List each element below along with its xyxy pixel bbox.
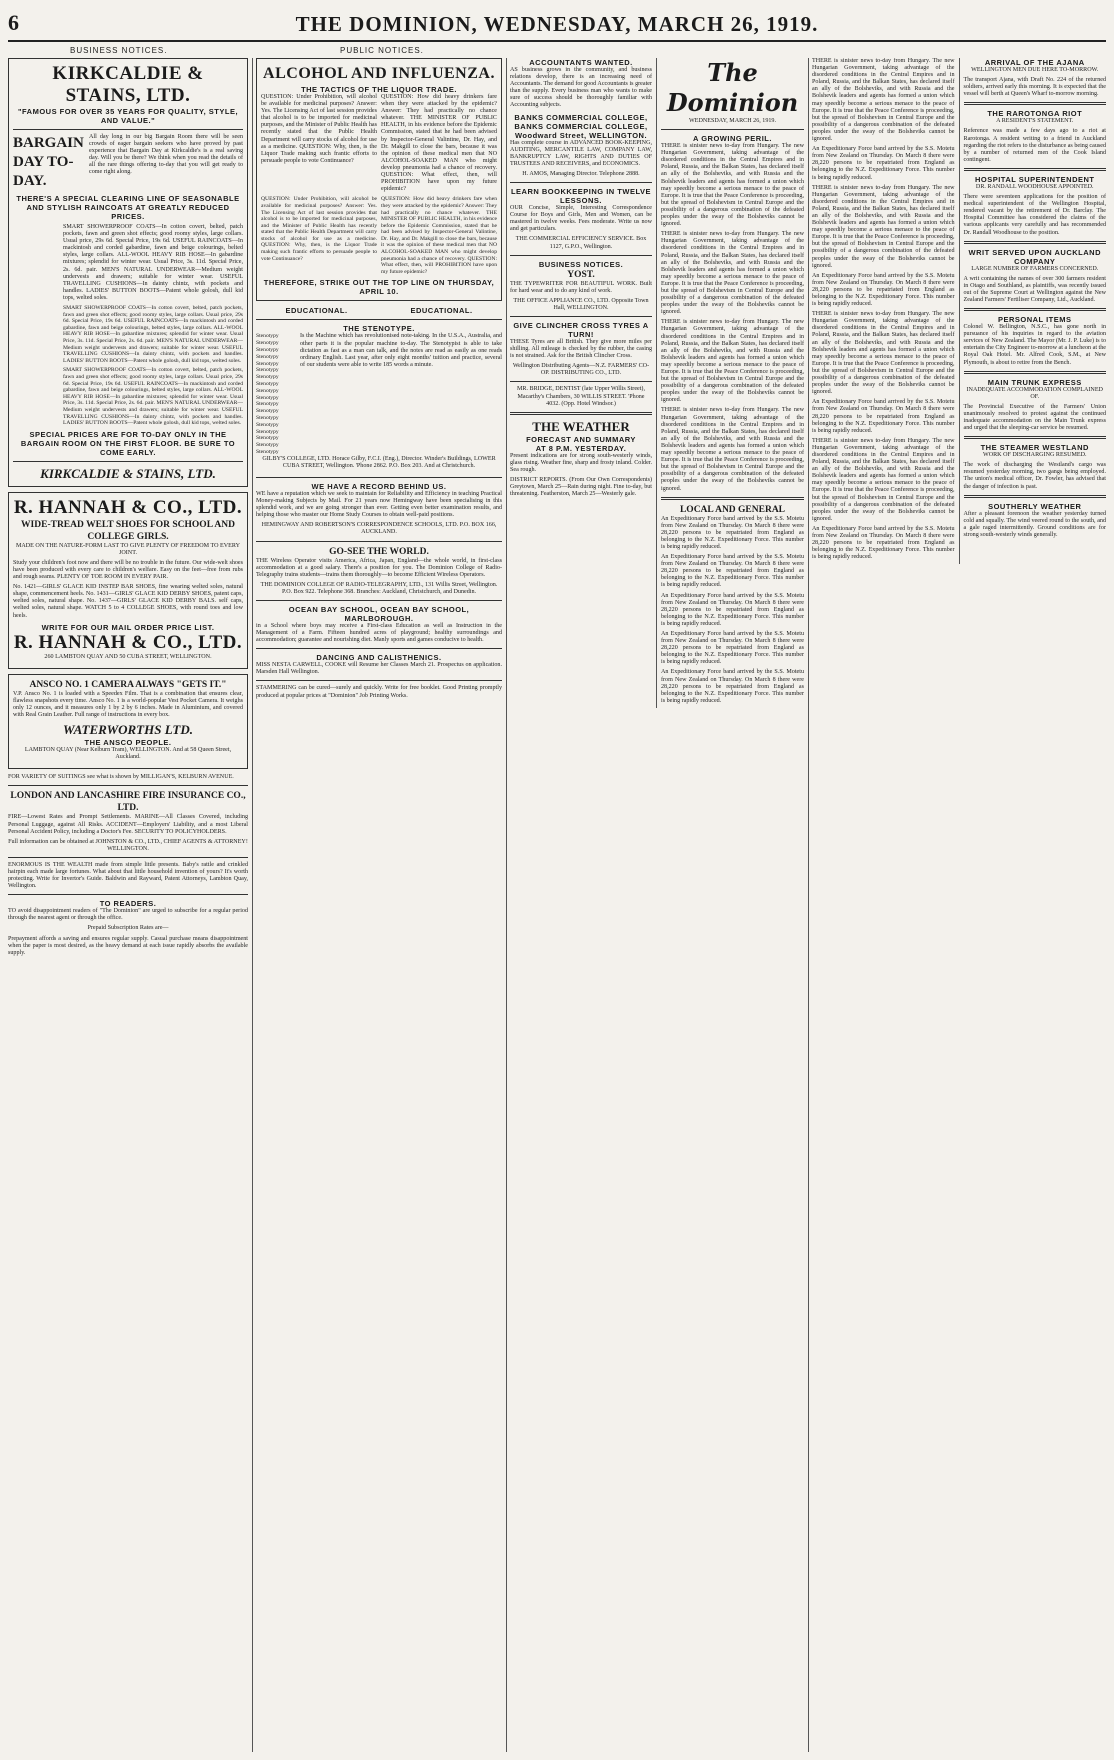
ajana-subheading: WELLINGTON MEN DUE HERE TO-MORROW. xyxy=(971,67,1099,73)
readers-rates: Prepaid Subscription Rates are— xyxy=(87,925,169,932)
waterworths-address: LAMBTON QUAY (Near Kelburn Tram), WELLINGTON. And at 58 Queen Street, Auckland. xyxy=(24,747,232,761)
forecast-heading: FORECAST AND SUMMARY xyxy=(526,434,636,444)
rarotonga-subheading: A RESIDENT'S STATEMENT. xyxy=(996,118,1074,125)
peril-text: THERE is sinister news to-day from Hungary. The new Hungarian Government, taking advantage of the disordered conditions in the Central Empires and in Poland, Russia, and the Balkan States, has declared itself an ally of the Bolsheviks, and with Russia and the Bolshevik leaders and agents has formed a union which may speedily become a serious menace to the peace of Europe. It is true that the Peace Conference is proceeding, but the spread of Bolshevism in Central Europe and the possibility of a dangerous combination of the defeated peoples under the sway of the Bolsheviks cannot be ignored. xyxy=(661,319,804,404)
accountants-text: AS business grows in the community, and business relations develop, there is an increasing need of Accountants. The demand for good Accountants is greater than the supply. Every business man who wants to make sure of success should be thoroughly familiar with Accounting subjects. xyxy=(510,67,652,109)
column-business-notices xyxy=(8,58,248,1752)
alcohol-heading: ALCOHOL AND INFLUENZA. xyxy=(263,65,495,82)
suitings-ad: FOR VARIETY OF SUITINGS see what is shown by MILLIGAN'S, KELBURN AVENUE. xyxy=(8,774,234,781)
therefore-strike-out: THEREFORE, STRIKE OUT THE TOP LINE ON THURSDAY, APRIL 10. xyxy=(263,278,495,297)
hospital-heading: HOSPITAL SUPERINTENDENT xyxy=(974,174,1095,184)
personal-heading: PERSONAL ITEMS xyxy=(997,315,1072,325)
hannah-title: R. HANNAH & CO., LTD. xyxy=(13,496,243,518)
hannah-address: 260 LAMBTON QUAY AND 50 CUBA STREET, WELLINGTON. xyxy=(44,653,212,660)
dominion-date: WEDNESDAY, MARCH 26, 1919. xyxy=(688,118,776,124)
clincher-heading: GIVE CLINCHER CROSS TYRES A TURN! xyxy=(513,320,649,339)
kirkcaldie-tagline: "FAMOUS FOR OVER 35 YEARS FOR QUALITY, STYLE, AND VALUE." xyxy=(17,107,239,125)
masthead xyxy=(8,6,1106,42)
prepayment-note: Prepayment affords a saving and ensures regular supply. Casual purchase means disappointment when the paper is most desired, as the heavy demand at each issue rapidly absorbs the available supply. xyxy=(8,935,248,956)
london-lancashire-text: FIRE—Lowest Rates and Prompt Settlements. MARINE—All Classes Covered, including Personal Luggage, against All Risks. ACCIDENT—Employers' Liability, and a most Liberal Personal Accident Policy, including a Doctor's Fee. SECURITY TO POLICYHOLDERS. xyxy=(8,814,248,835)
rarotonga-heading: THE RAROTONGA RIOT xyxy=(987,109,1083,119)
peril-heading: A GROWING PERIL. xyxy=(693,134,772,144)
london-lancashire-title: LONDON AND LANCASHIRE FIRE INSURANCE CO., LTD. xyxy=(10,791,246,814)
news-continued: THERE is sinister news to-day from Hungary. The new Hungarian Government, taking advantage of the disordered conditions in the Central Empires and in Poland, Russia, and the Balkan States, has declared itself an ally of the Bolsheviks, and with Russia and the Bolshevik leaders and agents has formed a union which may speedily become a serious menace to the peace of Europe. It is true that the Peace Conference is proceeding, but the spread of Bolshevism in Central Europe and the possibility of a dangerous combination of the defeated peoples under the sway of the Bolsheviks cannot be ignored. xyxy=(812,184,955,269)
local-general-text: An Expeditionary Force band arrived by the S.S. Motetu from New Zealand on Thursday. On March 8 there were 28,220 persons to be repatriated from England as belonging to the N.Z. Expeditionary Force. This number is being rapidly reduced. xyxy=(661,631,804,666)
column-news xyxy=(812,58,1106,1752)
news-continued: An Expeditionary Force band arrived by the S.S. Motetu from New Zealand on Thursday. On March 8 there were 28,220 persons to be repatriated from England as belonging to the N.Z. Expeditionary Force. This number is being rapidly reduced. xyxy=(812,399,955,434)
yost-heading: YOST. xyxy=(567,269,595,280)
clincher-text: THESE Tyres are all British. They give more miles per shilling. All mileage is checked by the rubber, the casing is not strained. Ask for the British Clincher Cross. xyxy=(510,338,652,360)
southerly-text: After a pleasant forenoon the weather yesterday turned cold and squally. The wind veered round to the south, and a gale raged intermittently. Ground conditions are for strong south-westerly winds generally. xyxy=(963,510,1106,538)
peril-text: THERE is sinister news to-day from Hungary. The new Hungarian Government, taking advantage of the disordered conditions in the Central Empires and in Poland, Russia, and the Balkan States, has declared itself an ally of the Bolsheviks, and with Russia and the Bolshevik leaders and agents has formed a union which may speedily become a serious menace to the peace of Europe. It is true that the Peace Conference is proceeding, but the spread of Bolshevism in Central Europe and the possibility of a dangerous combination of the defeated peoples under the sway of the Bolsheviks cannot be ignored. xyxy=(661,143,804,228)
stenotype-word-list: Stenotypy Stenotypy Stenotypy Stenotypy Stenotypy Stenotypy Stenotypy Stenotypy Stenotypy Stenotypy Stenotypy Stenotypy Stenotypy Stenotypy Stenotypy Stenotypy Stenotypy Stenotypy xyxy=(256,333,279,455)
bargain-day-heading: BARGAIN DAY TO-DAY. xyxy=(13,135,84,189)
forecast-time: AT 8 P.M. YESTERDAY. xyxy=(535,443,627,453)
waterworths-title: WATERWORTHS LTD. xyxy=(62,722,194,738)
banks-course: Has complete course in ADVANCED BOOK-KEEPING, AUDITING, MERCANTILE LAW, COMPANY LAW, BANKRUPTCY LAW, RIGHTS AND DUTIES OF TRUSTEES AND RECEIVERS, and ECONOMICS. xyxy=(510,139,652,167)
writ-subheading: LARGE NUMBER OF FARMERS CONCERNED. xyxy=(971,265,1099,272)
hannah-list: No. 1421—GIRLS' GLACE KID INSTEP BAR SHOES, fine wearing welted soles, natural shape, commencement heels. No. 1431—GIRLS' GLACE KID DERBY SHOES, patent caps, welted soles, natural shape. No. 1437—GIRLS' GLACE KID DERBY BALS. self caps, welted soles, natural shape. WATCH 5 to 4 COLLEGE SHOES, with round toes and low heels. xyxy=(13,584,243,619)
westland-text: The work of discharging the Westland's cargo was resumed yesterday morning, two gangs being employed. The union's medical officer, Dr. Fowler, has advised that the danger of infection is past. xyxy=(963,462,1106,490)
bargain-items-list: SMART SHOWERPROOF COATS—In cotton covert, belted, patch pockets, fawn and green shot effects; good roomy styles, large collars. Usual price, 29s 6d. Special Price, 19s 6d. USEFUL RAINCOATS—In mackintosh and corded gabardine, fawn and beige colourings, belted styles, large collars. ALL-WOOL HEAVY RIB HOSE—In gabardine mixtures; splendid for winter wear. Usual Price, 3s. 11d. Special Price, 2s. 6d. pair. MEN'S NATURAL UNDERWEAR—Medium weight undervests and drawers; suitable for winter wear. USEFUL TRAVELLING CUSHIONS—In dainty chintz, with pockets and handles. LADIES' BUTTON BOOTS—Patent whole golosh, dull kid tops, welted soles. xyxy=(63,224,243,301)
ansco-text: V.P. Ansco No. 1 is loaded with a Speedex Film. That is a combination that ensures clear, flawless snapshots every time. Ansco No. 1 is a world-popular Vest Pocket Camera. It weighs only 12 ounces, and it measures only 1 by 2 by 6 inches. Made in Aluminium, and covered with Real Grain Leather. Full range of instructions in every box. xyxy=(13,690,243,719)
hannah-subtitle: WIDE-TREAD WELT SHOES FOR SCHOOL AND COLLEGE GIRLS. xyxy=(21,519,235,542)
hospital-subheading: DR. RANDALL WOODHOUSE APPOINTED. xyxy=(975,183,1094,190)
alcohol-left-text: QUESTION: Under Prohibition, will alcohol be available for medicinal purposes? Answer: Yes. The Licensing Act of last session provides that alcohol is to be imported for medicinal purposes, and the Minister of Public Health has recently stated that the Public Health Department will carry stocks of alcohol for use as a medicine. QUESTION: Why, then, is the Liquor Trade making such frantic efforts to persuade people to vote Continuance? xyxy=(261,196,377,262)
office-appliance: THE OFFICE APPLIANCE CO., LTD. Opposite Town Hall, WELLINGTON. xyxy=(513,297,649,311)
readers-heading: TO READERS. xyxy=(99,899,157,909)
column-rule xyxy=(808,58,809,1752)
stammering-ad: STAMMERING can be cured—surely and quickly. Write for free booklet. Good Printing promptly produced at popular prices at "Dominion" Job Printing Works. xyxy=(256,685,502,699)
accountants-heading: ACCOUNTANTS WANTED. xyxy=(529,58,633,67)
kirkcaldie-title: KIRKCALDIE & STAINS, LTD. xyxy=(52,63,204,106)
bargain-day-text: All day long in our big Bargain Room there will be seen crowds of eager bargain seekers who have proved by past experience that Bargain Day at Kirkcaldie's is a real saving day. Will you be there? We think when you read the details of all the rare things offering to-day that you will get ready to come right along. xyxy=(89,134,243,176)
hospital-text: There were seventeen applications for the position of medical superintendent of the Wellington Hospital, rendered vacant by the retirement of Dr. Barclay. The Hospital Committee has considered the claims of the various applicants very carefully and has recommended Dr. Randall Woodhouse to the position. xyxy=(963,194,1106,236)
dancing-heading: DANCING AND CALISTHENICS. xyxy=(316,653,442,663)
alcohol-subheading: THE TACTICS OF THE LIQUOR TRADE. xyxy=(301,85,457,94)
bargain-items-list: SMART SHOWERPROOF COATS—In cotton covert, belted, patch pockets, fawn and green shot effects; good roomy styles, large collars. Usual price, 29s 6d. Special Price, 19s 6d. USEFUL RAINCOATS—In mackintosh and corded gabardine, fawn and beige colourings, belted styles, large collars. ALL-WOOL HEAVY RIB HOSE—In gabardine mixtures; splendid for winter wear. Usual Price, 3s. 11d. Special Price, 2s. 6d. pair. MEN'S NATURAL UNDERWEAR—Medium weight undervests and drawers; suitable for winter wear. USEFUL TRAVELLING CUSHIONS—In dainty chintz, with pockets and handles. LADIES' BUTTON BOOTS—Patent whole golosh, dull kid tops, welted soles. xyxy=(63,305,243,364)
london-lancashire-agents: Full information can be obtained at JOHNSTON & CO., LTD., CHIEF AGENTS & ATTORNEY! WELLINGTON. xyxy=(8,838,248,852)
main-trunk-heading: MAIN TRUNK EXPRESS xyxy=(987,377,1082,387)
westland-heading: THE STEAMER WESTLAND xyxy=(980,443,1089,453)
local-general-text: An Expeditionary Force band arrived by the S.S. Motetu from New Zealand on Thursday. On March 8 there were 28,220 persons to be repatriated from England as belonging to the N.Z. Expeditionary Force. This number is being rapidly reduced. xyxy=(661,554,804,589)
record-text: WE have a reputation which we seek to maintain for Reliability and Efficiency in teaching Practical Money-making Subjects by Mail. For 21 years now Hemingway have been specialising in this splendid work, and we are going stronger than ever. Getting even better examination results, and helping those who master our Home Study Courses to obtain well-paid positions. xyxy=(256,490,502,519)
hannah-footer: R. HANNAH & CO., LTD. xyxy=(13,631,243,653)
ajana-heading: ARRIVAL OF THE AJANA xyxy=(984,58,1085,67)
writ-text: A writ containing the names of over 300 farmers resident in Otago and Southland, as plaintiffs, was recently issued out of the Supreme Court at Wellington against the New Zealand Farmers' Fertiliser Company, Ltd., Auckland. xyxy=(963,275,1106,303)
record-heading: WE HAVE A RECORD BEHIND US. xyxy=(311,481,447,491)
section-public-notices: PUBLIC NOTICES. xyxy=(340,46,424,55)
ocean-bay-text: in a School where boys may receive a First-class Education as well as Instruction in the Management of a Farm. Fifteen hundred acres of playground; healthy surroundings and accommodation; guarantee and nourishing diet. Manly sports and games conducive to health. xyxy=(256,623,502,644)
writ-heading: WRIT SERVED UPON AUCKLAND COMPANY xyxy=(968,247,1101,266)
column-accountants-dominion xyxy=(510,58,804,1752)
page-number: 6 xyxy=(8,10,19,35)
nz-farmers: Wellington Distributing Agents—N.Z. FARMERS' CO-OP. DISTRIBUTING CO., LTD. xyxy=(512,363,650,377)
stenotype-text: Is the Machine which has revolutionised note-taking. In the U.S.A., Australia, and other parts it is the popular machine to-day. The Stenotypist is able to take dictation as fast as a man can talk, and the notes are read as easily as one reads ordinary English. Last year, after only eight months' tuition and practice, several of our students were able to write 185 words a minute. xyxy=(300,333,502,368)
ajana-text: The transport Ajana, with Draft No. 224 of the returned soldiers, arrived early this morning. It is expected that the vessel will berth at Queen's Wharf to-morrow morning. xyxy=(963,77,1106,98)
patent-ad: ENORMOUS IS THE WEALTH made from simple little presents. Baby's rattle and crinkled hairpin each made large fortunes. What about that little household invention of yours? It's worth protecting. Write for Invertor's Guide. Baldwin and Rayward, Patent Attorneys, Lambton Quay, Wellington. xyxy=(8,861,248,890)
special-prices-note: SPECIAL PRICES ARE FOR TO-DAY ONLY IN THE BARGAIN ROOM ON THE FIRST FLOOR. BE SURE TO COME EARLY. xyxy=(20,429,236,457)
dominion-gothic-title: The Dominion xyxy=(666,58,799,117)
local-general-heading: LOCAL AND GENERAL xyxy=(679,504,786,515)
news-continued: THERE is sinister news to-day from Hungary. The new Hungarian Government, taking advantage of the disordered conditions in the Central Empires and in Poland, Russia, and the Balkan States, has declared itself an ally of the Bolsheviks, and with Russia and the Bolshevik leaders and agents has formed a union which may speedily become a serious menace to the peace of Europe. It is true that the Peace Conference is proceeding, but the spread of Bolshevism in Central Europe and the possibility of a dangerous combination of the defeated peoples under the sway of the Bolsheviks cannot be ignored. xyxy=(812,437,955,522)
waterworths-sub: THE ANSCO PEOPLE. xyxy=(84,738,172,748)
go-see-heading: GO-SEE THE WORLD. xyxy=(329,546,429,557)
hemingway-address: HEMINGWAY AND ROBERTSON'S CORRESPONDENCE SCHOOLS, LTD. P.O. BOX 166, AUCKLAND. xyxy=(261,522,497,536)
rarotonga-text: Reference was made a few days ago to a riot at Rarotonga. A resident writing to a friend in Auckland regarding the riot refers to the disturbance as being caused by a number of returned men of the Cook Island contingent. xyxy=(963,128,1106,163)
main-trunk-subheading: INADEQUATE ACCOMMODATION COMPLAINED OF. xyxy=(966,386,1103,400)
ansco-title: ANSCO NO. 1 CAMERA ALWAYS "GETS IT." xyxy=(29,679,227,690)
wireless-text: THE Wireless Operator visits America, Africa, Japan, England—the whole world, in first-class accommodation at a good salary. There's a position for you. The Dominion College of Radio-Telegraphy trains students—trains them thoroughly—to become Efficient Wireless Operators. xyxy=(256,557,502,578)
dentist-ad: MR. BRIDGE, DENTIST (late Upper Willis Street), Macarthy's Chambers, 30 WILLIS STREET. 'Phone 4032. (Opp. Hotel Windsor.) xyxy=(517,386,645,407)
kirkcaldie-footer: KIRKCALDIE & STAINS, LTD. xyxy=(40,465,216,481)
alcohol-right-text: QUESTION: How did heavy drinkers fare when they were attacked by the epidemic? Answer: They had practically no chance whatever. THE MINISTER OF PUBLIC HEALTH, in his evidence before the Epidemic Commission, stated that he had been advised by Inspector-General Valintine, Dr. Hay, and Dr. Makgill to close the bars, because it was the opinion of these medical men that NO ALCOHOL-SOAKED MAN who might develop pneumonia had a chance of recovery. QUESTION: What effect, then, will PROHIBITION have upon my future epidemic? xyxy=(381,196,497,275)
column-rule xyxy=(506,58,507,1752)
bookkeeping-text: OUR Concise, Simple, Interesting Correspondence Course for Boys and Girls, Men and Women, can be mastered in twelve weeks. Fees moderate. Write us now and get particulars. xyxy=(510,205,652,233)
hannah-ad xyxy=(8,492,248,669)
hannah-text: Study your children's foot now and there will be no trouble in the future. Our wide-welt shoes have been produced with every care to children's welfare. Easy on the feet—free from rubs and rough seams. PLENTY OF TOE ROOM IN EVERY PAIR. xyxy=(13,559,243,581)
news-continued: THERE is sinister news to-day from Hungary. The new Hungarian Government, taking advantage of the disordered conditions in the Central Empires and in Poland, Russia, and the Balkan States, has declared itself an ally of the Bolsheviks, and with Russia and the Bolshevik leaders and agents has formed a union which may speedily become a serious menace to the peace of Europe. It is true that the Peace Conference is proceeding, but the spread of Bolshevism in Central Europe and the possibility of a dangerous combination of the defeated peoples under the sway of the Bolsheviks cannot be ignored. xyxy=(812,311,955,396)
column-rule xyxy=(252,58,253,1752)
personal-text: Colonel W. Bellington, N.S.C., has gone north in pursuance of his inquiries in regard to the aviation services of New Zealand. The Mayor (Mr. J. P. Luke) is to entertain the City Engineer to-morrow at a luncheon at the Royal Oak Hotel. Mr. Alfred Cook, S.M., at New Plymouth, is about to retire from the Bench. xyxy=(963,324,1106,366)
newspaper-title: THE DOMINION, WEDNESDAY, MARCH 26, 1919. xyxy=(295,12,819,36)
dancing-text: MISS NESTA CARWELL, COOKE will Resume her Classes March 21. Prospectus on application. Marsden Hall Wellington. xyxy=(256,662,502,676)
news-continued: An Expeditionary Force band arrived by the S.S. Motetu from New Zealand on Thursday. On March 8 there were 28,220 persons to be repatriated from England as belonging to the N.Z. Expeditionary Force. This number is being rapidly reduced. xyxy=(812,272,955,308)
hannah-made: MADE ON THE NATURE-FORM LAST TO GIVE PLENTY OF FREEDOM TO EVERY JOINT. xyxy=(15,542,241,556)
clearing-line-heading: THERE'S A SPECIAL CLEARING LINE OF SEASONABLE AND STYLISH RAINCOATS AT GREATLY REDUCED PRICES. xyxy=(16,194,240,221)
peril-text: THERE is sinister news to-day from Hungary. The new Hungarian Government, taking advantage of the disordered conditions in the Central Empires and in Poland, Russia, and the Balkan States, has declared itself an ally of the Bolsheviks, and with Russia and the Bolshevik leaders and agents has formed a union which may speedily become a serious menace to the peace of Europe. It is true that the Peace Conference is proceeding, but the spread of Bolshevism in Central Europe and the possibility of a dangerous combination of the defeated peoples under the sway of the Bolsheviks cannot be ignored. xyxy=(661,231,804,316)
yost-text: THE TYPEWRITER FOR BEAUTIFUL WORK. Built for hard wear and to do any kind of work. xyxy=(510,280,652,294)
ocean-bay-heading: OCEAN BAY SCHOOL, OCEAN BAY SCHOOL, MARLBOROUGH. xyxy=(288,605,470,623)
bargain-items-list: SMART SHOWERPROOF COATS—In cotton covert, belted, patch pockets, fawn and green shot effects; good roomy styles, large collars. Usual price, 29s 6d. Special Price, 19s 6d. USEFUL RAINCOATS—In mackintosh and corded gabardine, fawn and beige colourings, belted styles, large collars. ALL-WOOL HEAVY RIB HOSE—In gabardine mixtures; splendid for winter wear. Usual Price, 3s. 11d. Special Price, 2s. 6d. pair. MEN'S NATURAL UNDERWEAR—Medium weight undervests and drawers; suitable for winter wear. USEFUL TRAVELLING CUSHIONS—In dainty chintz, with pockets and handles. LADIES' BUTTON BOOTS—Patent whole golosh, dull kid tops, welted soles. xyxy=(63,367,243,427)
ansco-ad xyxy=(8,674,248,770)
bookkeeping-heading: LEARN BOOKKEEPING IN TWELVE LESSONS. xyxy=(510,187,652,206)
hannah-write: WRITE FOR OUR MAIL ORDER PRICE LIST. xyxy=(41,622,215,632)
local-general-text: An Expeditionary Force band arrived by the S.S. Motetu from New Zealand on Thursday. On March 8 there were 28,220 persons to be repatriated from England as belonging to the N.Z. Expeditionary Force. This number is being rapidly reduced. xyxy=(661,669,804,704)
news-continued: An Expeditionary Force band arrived by the S.S. Motetu from New Zealand on Thursday. On March 8 there were 28,220 persons to be repatriated from England as belonging to the N.Z. Expeditionary Force. This number is being rapidly reduced. xyxy=(812,146,955,181)
stenotype-heading: THE STENOTYPE. xyxy=(343,324,415,334)
alcohol-left-text: QUESTION: Under Prohibition, will alcohol be available for medicinal purposes? Answer: Yes. The Licensing Act of last session provides that alcohol is to be imported for medicinal purposes, and the Minister of Public Health has recently stated that the Public Health Department will carry stocks of alcohol for use as a medicine. QUESTION: Why, then, is the Liquor Trade making such frantic efforts to persuade people to vote Continuance? xyxy=(261,94,377,164)
gilby-college: GILBY'S COLLEGE, LTD. Horace Gilby, F.C.I. (Eng.), Director. Winder's Buildings, LOWER CUBA STREET, Wellington. 'Phone 2862. P.O. Box 203. And at Christchurch. xyxy=(262,455,496,469)
southerly-heading: SOUTHERLY WEATHER xyxy=(988,501,1082,511)
news-continued: An Expeditionary Force band arrived by the S.S. Motetu from New Zealand on Thursday. On March 8 there were 28,220 persons to be repatriated from England as belonging to the N.Z. Expeditionary Force. This number is being rapidly reduced. xyxy=(812,525,955,561)
main-trunk-text: The Provincial Executive of the Farmers' Union unanimously resolved to protest against the continued inadequate accommodation on the Main Trunk express and urged that the sleeping-car service be resumed. xyxy=(963,403,1106,432)
local-general-text: An Expeditionary Force band arrived by the S.S. Motetu from New Zealand on Thursday. On March 8 there were 28,220 persons to be repatriated from England as belonging to the N.Z. Expeditionary Force. This number is being rapidly reduced. xyxy=(661,515,804,550)
local-general-text: An Expeditionary Force band arrived by the S.S. Motetu from New Zealand on Thursday. On March 8 there were 28,220 persons to be repatriated from England as belonging to the N.Z. Expeditionary Force. This number is being rapidly reduced. xyxy=(661,592,804,627)
news-continued: THERE is sinister news to-day from Hungary. The new Hungarian Government, taking advantage of the disordered conditions in the Central Empires and in Poland, Russia, and the Balkan States, has declared itself an ally of the Bolsheviks, and with Russia and the Bolshevik leaders and agents has formed a union which may speedily become a serious menace to the peace of Europe. It is true that the Peace Conference is proceeding, but the spread of Bolshevism in Central Europe and the possibility of a dangerous combination of the defeated peoples under the sway of the Bolsheviks cannot be ignored. xyxy=(812,58,955,143)
educational-heading: EDUCATIONAL. xyxy=(285,306,348,316)
forecast-text: Present indications are for strong south-westerly winds, glass rising. Weather fine, sharp and frosty inland. Colder. Sea rough. xyxy=(510,452,652,473)
banks-college: BANKS COMMERCIAL COLLEGE, BANKS COMMERCIAL COLLEGE, Woodward Street, WELLINGTON. xyxy=(514,112,648,140)
commercial-service: THE COMMERCIAL EFFICIENCY SERVICE. Box 1127, G.P.O., Wellington. xyxy=(515,236,647,250)
alcohol-right-text: QUESTION: How did heavy drinkers fare when they were attacked by the epidemic? Answer: They had practically no chance whatever. THE MINISTER OF PUBLIC HEALTH, in his evidence before the Epidemic Commission, stated that he had been advised by Inspector-General Valintine, Dr. Hay, and Dr. Makgill to close the bars, because it was the opinion of these medical men that NO ALCOHOL-SOAKED MAN who might develop pneumonia had a chance of recovery. QUESTION: What effect, then, will PROHIBITION have upon my future epidemic? xyxy=(381,94,497,193)
weather-heading: THE WEATHER xyxy=(532,418,630,434)
banks-director: H. AMOS, Managing Director. Telephone 2888. xyxy=(522,170,640,177)
readers-text: TO avoid disappointment readers of "The Dominion" are urged to subscribe for a regular period through the nearest agent or through the office. xyxy=(8,908,248,922)
radio-college: THE DOMINION COLLEGE OF RADIO-TELEGRAPHY, LTD., 131 Willis Street, Wellington. P.O. Box 922. Telephone 368. Branches: Auckland, Christchurch, and Dunedin. xyxy=(260,581,498,595)
peril-text: THERE is sinister news to-day from Hungary. The new Hungarian Government, taking advantage of the disordered conditions in the Central Empires and in Poland, Russia, and the Balkan States, has declared itself an ally of the Bolsheviks, and with Russia and the Bolshevik leaders and agents has formed a union which may speedily become a serious menace to the peace of Europe. It is true that the Peace Conference is proceeding, but the spread of Bolshevism in Central Europe and the possibility of a dangerous combination of the defeated peoples under the sway of the Bolsheviks cannot be ignored. xyxy=(661,407,804,492)
column-public-notices xyxy=(256,58,502,1752)
district-reports: DISTRICT REPORTS. (From Our Own Correspondents) Greytown, March 25—Rain during night. Fine to-day, but threatening. Featherston, March 25—Westerly gale. xyxy=(510,477,652,498)
kirkcaldie-ad xyxy=(8,58,248,487)
westland-subheading: WORK OF DISCHARGING RESUMED. xyxy=(982,452,1087,459)
educational-heading: EDUCATIONAL. xyxy=(410,306,473,316)
section-business-notices: BUSINESS NOTICES. xyxy=(70,46,168,55)
business-notices-heading: BUSINESS NOTICES. xyxy=(538,259,624,269)
alcohol-notice xyxy=(256,58,502,301)
